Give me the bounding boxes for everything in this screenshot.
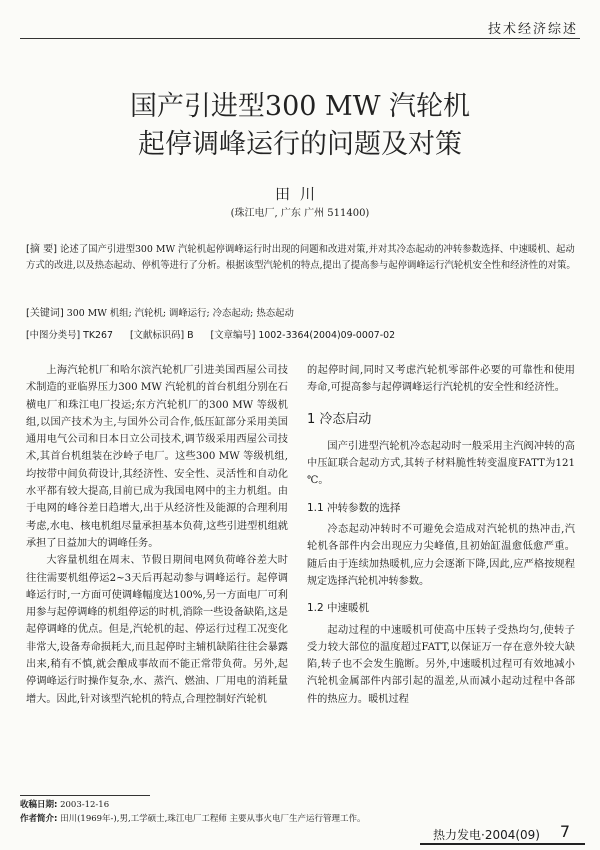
author-name: 田川	[274, 185, 325, 203]
body-paragraph: 起动过程的中速暖机可使高中压转子受热均匀,使转子受力较大部位的温度超过FATT,以保证万一存在意外较大缺陷,转子也不会发生脆断。另外,中速暖机过程可有效地减小汽轮机金属部件内部引起的温差,从而减小起动过程中各部件的热应力。暖机过程	[307, 624, 575, 705]
abstract	[26, 242, 578, 274]
author-bio: 田川(1969年-),男,工学硕士,珠江电厂工程师 主要从事火电厂生产运行管理工作。	[60, 814, 366, 824]
title-line-1: 国产引进型300 MW 汽轮机	[129, 91, 471, 122]
page-number: 7	[559, 822, 570, 841]
bio-label: 作者简介:	[20, 814, 58, 824]
body-paragraph: 大容量机组在周末、节假日期间电网负荷峰谷差大时往往需要机组停运2~3天后再起动参与调峰运行。起停调峰运行时,一方面可使调峰幅度达100%,另一方面电厂可利用参与起停调峰的机组停运的时机,消除一些设备缺陷,这是起停调峰的优点。但是,汽轮机的起、停运行过程工况变化非常大,设备寿命损耗大,而且起停时主辅机缺陷往往会暴露出来,稍有不慎,就会酿成事故而不能正常带负荷。另外,起停调峰运行时操作复杂,水、蒸汽、燃油、厂用电的消耗量增大。因此,针对该型汽轮机的特点,合理控制好汽轮机	[26, 555, 288, 705]
keywords-text: 300 MW 机组; 汽轮机; 调峰运行; 冷态起动; 热态起动	[66, 308, 294, 319]
subsection-heading: 1.1 冲转参数的选择	[307, 501, 401, 514]
received-date: 2003-12-16	[60, 800, 110, 810]
document-code: [文献标识码] B	[129, 330, 194, 341]
keywords-label: [关键词]	[26, 308, 64, 319]
body-paragraph: 国产引进型汽轮机冷态起动时一般采用主汽阀冲转的高中压缸联合起动方式,其转子材料脆性转变温度FATT为121 ℃。	[307, 440, 575, 487]
clc-number: [中图分类号] TK267	[26, 330, 113, 341]
body-column-right	[307, 362, 575, 708]
body-paragraph: 上海汽轮机厂和哈尔滨汽轮机厂引进美国西屋公司技术制造的亚临界压力300 MW 汽轮机的首台机组分别在石横电厂和珠江电厂投运;东方汽轮机厂的300 MW 等级机组,以国产技术为主,与国外公司合作,低压缸部分采用美国通用电气公司和日本日立公司技术,调节级采用西屋公司技术,其首台机组装在沙岭子电厂。这些300 MW 等级机组,均按带中间负荷设计,其经济性、安全性、灵活性和自动化水平都有较大提高,目前已成为我国电网中的主力机组。由于电网的峰谷差日趋增大,出于从经济性及能源的合理利用考虑,水电、核电机组尽量承担基本负荷,这些引进型机组就承担了日益加大的调峰任务。	[26, 365, 288, 549]
body-paragraph: 冷态起动冲转时不可避免会造成对汽轮机的热冲击,汽轮机各部件内会出现应力尖峰值,且初始缸温愈低愈严重。随后由于连续加热暖机,应力会逐渐下降,因此,应严格按规程规定选择汽轮机冲转参数。	[307, 524, 575, 587]
body-paragraph: 的起停时间,同时又考虑汽轮机零部件必要的可靠性和使用寿命,可提高参与起停调峰运行汽轮机的安全性和经济性。	[307, 365, 575, 394]
header-category: 技术经济综述	[482, 18, 578, 37]
author-affiliation: (珠江电厂, 广东 广州 511400)	[230, 208, 370, 219]
journal-name: 热力发电·2004(09)	[433, 828, 540, 842]
footnote	[20, 798, 366, 826]
body-column-left	[26, 362, 288, 708]
footnote-rule	[20, 795, 150, 796]
footer-rule	[420, 843, 585, 845]
article-number: [文章编号] 1002-3364(2004)09-0007-02	[210, 330, 396, 341]
title-line-2: 起停调峰运行的问题及对策	[138, 129, 462, 160]
article-title	[0, 88, 600, 164]
received-label: 收稿日期:	[20, 800, 58, 810]
header-rule	[20, 38, 580, 39]
keywords	[26, 304, 578, 319]
abstract-label: [摘 要]	[26, 244, 57, 255]
section-heading: 1 冷态启动	[307, 411, 372, 427]
classification-row	[26, 327, 578, 341]
subsection-heading: 1.2 中速暖机	[307, 602, 370, 615]
abstract-text: 论述了国产引进型300 MW 汽轮机起停调峰运行时出现的问题和改进对策,并对其冷态起动的冲转参数选择、中速暖机、起动方式的改进,以及热态起动、停机等进行了分析。根据该型汽轮机的特点,提出了提高参与起停调峰运行汽轮机安全性和经济性的对策。	[26, 244, 576, 271]
